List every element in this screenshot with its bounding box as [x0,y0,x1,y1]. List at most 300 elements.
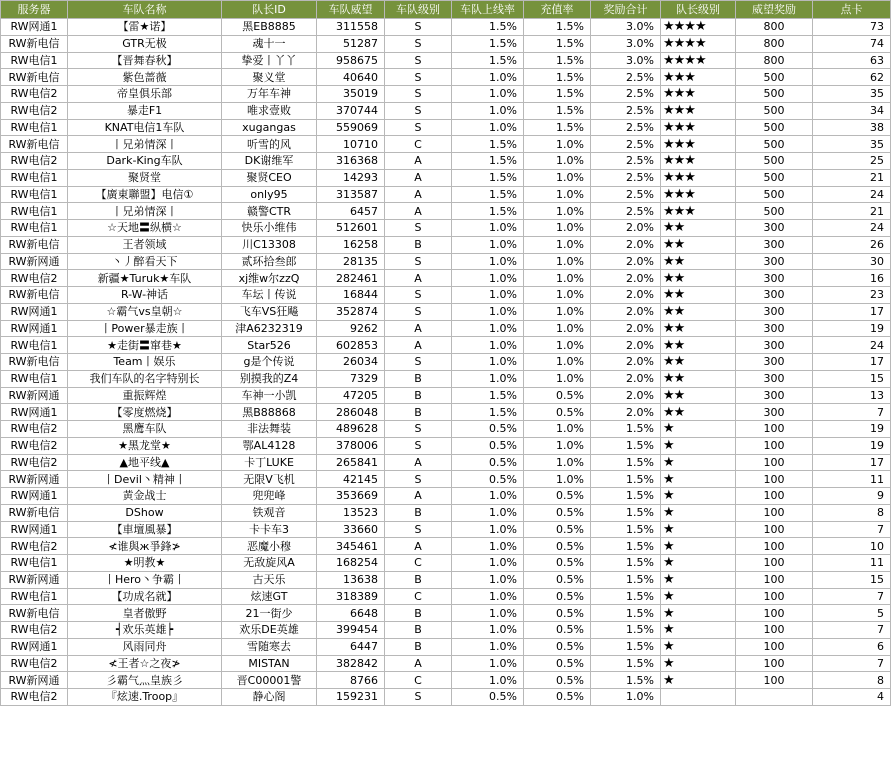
team-name-cell: GTR无极 [68,35,222,52]
online-rate-cell: 1.5% [452,19,524,36]
team-name-cell: ☆霸气vs皇朝☆ [68,303,222,320]
team-name-cell: 丨Devil丶精神丨 [68,471,222,488]
team-name-cell: 【車壇風暴】 [68,521,222,538]
team-name-cell: 丶丿醉看天下 [68,253,222,270]
header-reward-total: 奖励合计 [591,1,661,19]
online-rate-cell: 1.0% [452,236,524,253]
online-rate-cell: 1.0% [452,220,524,237]
team-name-cell: 丨Hero丶争霸丨 [68,571,222,588]
reward-total-cell: 1.5% [591,471,661,488]
point-card-cell: 35 [813,86,891,103]
header-team-name: 车队名称 [68,1,222,19]
captain-level-cell: ★★★ [661,203,736,220]
captain-id-cell: only95 [222,186,317,203]
team-level-cell: A [385,203,452,220]
team-name-cell: ≮王者☆之夜≯ [68,655,222,672]
reward-total-cell: 1.5% [591,504,661,521]
prestige-reward-cell: 300 [736,220,813,237]
point-card-cell: 74 [813,35,891,52]
team-name-cell: ≮谁與ж爭鋒≯ [68,538,222,555]
server-cell: RW新电信 [1,504,68,521]
captain-level-cell: ★ [661,504,736,521]
reward-total-cell: 2.5% [591,69,661,86]
header-captain-level: 队长级别 [661,1,736,19]
online-rate-cell: 1.0% [452,337,524,354]
team-name-cell: 【雷★诺】 [68,19,222,36]
point-card-cell: 19 [813,421,891,438]
captain-id-cell: DK谢维军 [222,153,317,170]
reward-total-cell: 1.5% [591,605,661,622]
team-level-cell: A [385,454,452,471]
captain-id-cell: 挚爱丨丫丫 [222,52,317,69]
team-prestige-cell: 559069 [317,119,385,136]
captain-level-cell: ★ [661,488,736,505]
online-rate-cell: 1.5% [452,153,524,170]
online-rate-cell: 1.0% [452,638,524,655]
team-prestige-cell: 16258 [317,236,385,253]
prestige-reward-cell: 100 [736,421,813,438]
point-card-cell: 17 [813,354,891,371]
point-card-cell: 23 [813,287,891,304]
table-row [1,203,891,220]
team-level-cell: C [385,136,452,153]
table-row [1,622,891,639]
table-row [1,689,891,706]
online-rate-cell: 1.0% [452,253,524,270]
server-cell: RW电信2 [1,454,68,471]
header-team-level: 车队级别 [385,1,452,19]
point-card-cell: 9 [813,488,891,505]
recharge-rate-cell: 1.0% [524,287,591,304]
captain-level-cell: ★★★ [661,86,736,103]
prestige-reward-cell: 100 [736,538,813,555]
reward-total-cell: 2.5% [591,136,661,153]
captain-level-cell: ★★★★ [661,35,736,52]
table-row [1,220,891,237]
captain-id-cell: xugangas [222,119,317,136]
captain-id-cell: 万年车神 [222,86,317,103]
recharge-rate-cell: 0.5% [524,622,591,639]
team-prestige-cell: 10710 [317,136,385,153]
table-row [1,303,891,320]
team-name-cell: 【功成名就】 [68,588,222,605]
table-row [1,471,891,488]
table-row [1,86,891,103]
reward-total-cell: 2.0% [591,270,661,287]
captain-id-cell: 无敌旋风A [222,555,317,572]
captain-id-cell: 川C13308 [222,236,317,253]
table-row [1,52,891,69]
point-card-cell: 11 [813,471,891,488]
recharge-rate-cell: 1.0% [524,253,591,270]
reward-total-cell: 2.0% [591,354,661,371]
team-name-cell: ★黑龙堂★ [68,437,222,454]
prestige-reward-cell: 300 [736,253,813,270]
team-name-cell: ┥欢乐英雄┝ [68,622,222,639]
online-rate-cell: 1.0% [452,622,524,639]
recharge-rate-cell: 1.0% [524,220,591,237]
table-row [1,404,891,421]
recharge-rate-cell: 0.5% [524,672,591,689]
point-card-cell: 19 [813,437,891,454]
online-rate-cell: 1.0% [452,504,524,521]
reward-total-cell: 1.5% [591,588,661,605]
team-level-cell: A [385,655,452,672]
point-card-cell: 7 [813,521,891,538]
recharge-rate-cell: 0.5% [524,655,591,672]
point-card-cell: 24 [813,337,891,354]
recharge-rate-cell: 0.5% [524,605,591,622]
server-cell: RW新电信 [1,69,68,86]
captain-id-cell: 欢乐DE英雄 [222,622,317,639]
team-level-cell: B [385,571,452,588]
point-card-cell: 6 [813,638,891,655]
reward-total-cell: 2.0% [591,303,661,320]
captain-id-cell: 恶魔小穆 [222,538,317,555]
recharge-rate-cell: 1.5% [524,119,591,136]
team-name-cell: Team丨娱乐 [68,354,222,371]
team-prestige-cell: 286048 [317,404,385,421]
team-name-cell: 新疆★Turuk★车队 [68,270,222,287]
captain-level-cell: ★★ [661,337,736,354]
point-card-cell: 26 [813,236,891,253]
team-name-cell: 【零度燃烧】 [68,404,222,421]
captain-level-cell: ★★★ [661,102,736,119]
reward-total-cell: 1.5% [591,454,661,471]
online-rate-cell: 1.0% [452,354,524,371]
server-cell: RW电信1 [1,186,68,203]
table-row [1,35,891,52]
online-rate-cell: 0.5% [452,421,524,438]
captain-level-cell: ★★★ [661,169,736,186]
captain-level-cell [661,689,736,706]
online-rate-cell: 1.5% [452,52,524,69]
point-card-cell: 17 [813,303,891,320]
captain-id-cell: 津A6232319 [222,320,317,337]
online-rate-cell: 1.0% [452,86,524,103]
server-cell: RW新网通 [1,253,68,270]
server-cell: RW新网通 [1,672,68,689]
prestige-reward-cell: 500 [736,119,813,136]
server-cell: RW电信1 [1,555,68,572]
prestige-reward-cell: 500 [736,169,813,186]
team-name-cell: 丨Power暴走族丨 [68,320,222,337]
team-prestige-cell: 6648 [317,605,385,622]
team-prestige-cell: 28135 [317,253,385,270]
team-level-cell: A [385,538,452,555]
captain-id-cell: 快乐小维伟 [222,220,317,237]
table-row [1,504,891,521]
team-level-cell: B [385,370,452,387]
header-server: 服务器 [1,1,68,19]
reward-total-cell: 2.0% [591,320,661,337]
team-level-cell: B [385,605,452,622]
table-row [1,588,891,605]
online-rate-cell: 1.0% [452,320,524,337]
server-cell: RW新电信 [1,136,68,153]
prestige-reward-cell: 500 [736,69,813,86]
captain-level-cell: ★★★ [661,186,736,203]
captain-id-cell: Star526 [222,337,317,354]
recharge-rate-cell: 0.5% [524,404,591,421]
server-cell: RW新网通 [1,471,68,488]
captain-level-cell: ★★ [661,387,736,404]
prestige-reward-cell: 500 [736,203,813,220]
recharge-rate-cell: 1.0% [524,337,591,354]
point-card-cell: 25 [813,153,891,170]
reward-total-cell: 2.0% [591,253,661,270]
captain-id-cell: 别摸我的Z4 [222,370,317,387]
reward-total-cell: 2.5% [591,169,661,186]
team-prestige-cell: 7329 [317,370,385,387]
point-card-cell: 5 [813,605,891,622]
team-level-cell: A [385,169,452,186]
captain-level-cell: ★ [661,437,736,454]
prestige-reward-cell: 100 [736,622,813,639]
team-prestige-cell: 399454 [317,622,385,639]
captain-id-cell: 车坛丨传说 [222,287,317,304]
captain-id-cell: 21一街少 [222,605,317,622]
team-level-cell: A [385,488,452,505]
table-row [1,102,891,119]
header-online-rate: 车队上线率 [452,1,524,19]
team-level-cell: S [385,119,452,136]
team-prestige-cell: 51287 [317,35,385,52]
reward-total-cell: 1.5% [591,555,661,572]
online-rate-cell: 1.5% [452,387,524,404]
online-rate-cell: 1.0% [452,303,524,320]
team-name-cell: DShow [68,504,222,521]
server-cell: RW电信1 [1,337,68,354]
prestige-reward-cell: 300 [736,320,813,337]
server-cell: RW电信1 [1,220,68,237]
captain-id-cell: 聚义堂 [222,69,317,86]
prestige-reward-cell: 300 [736,404,813,421]
prestige-reward-cell: 100 [736,504,813,521]
captain-level-cell: ★★★★ [661,19,736,36]
recharge-rate-cell: 0.5% [524,588,591,605]
team-level-cell: S [385,303,452,320]
team-level-cell: S [385,689,452,706]
captain-id-cell: 铁观音 [222,504,317,521]
prestige-reward-cell: 100 [736,454,813,471]
captain-level-cell: ★★★ [661,69,736,86]
server-cell: RW新电信 [1,236,68,253]
team-prestige-cell: 378006 [317,437,385,454]
online-rate-cell: 1.5% [452,136,524,153]
recharge-rate-cell: 1.5% [524,52,591,69]
captain-level-cell: ★★★ [661,153,736,170]
team-name-cell: ▲地平线▲ [68,454,222,471]
team-name-cell: R-W-神话 [68,287,222,304]
table-row [1,354,891,371]
table-row [1,370,891,387]
captain-id-cell: 聚贤CEO [222,169,317,186]
team-level-cell: S [385,102,452,119]
point-card-cell: 38 [813,119,891,136]
server-cell: RW网通1 [1,320,68,337]
server-cell: RW新电信 [1,35,68,52]
point-card-cell: 7 [813,622,891,639]
team-prestige-cell: 159231 [317,689,385,706]
team-name-cell: 丨兄弟情深丨 [68,203,222,220]
table-row [1,387,891,404]
team-name-cell: ★明教★ [68,555,222,572]
server-cell: RW电信1 [1,119,68,136]
reward-total-cell: 2.5% [591,102,661,119]
point-card-cell: 17 [813,454,891,471]
server-cell: RW电信2 [1,270,68,287]
server-cell: RW电信1 [1,52,68,69]
point-card-cell: 10 [813,538,891,555]
table-row [1,488,891,505]
captain-id-cell: 鄂AL4128 [222,437,317,454]
prestige-reward-cell: 100 [736,437,813,454]
captain-id-cell: 非法舞装 [222,421,317,438]
server-cell: RW电信2 [1,86,68,103]
online-rate-cell: 1.0% [452,270,524,287]
team-prestige-cell: 9262 [317,320,385,337]
server-cell: RW新电信 [1,354,68,371]
team-level-cell: S [385,19,452,36]
point-card-cell: 16 [813,270,891,287]
team-prestige-cell: 14293 [317,169,385,186]
reward-total-cell: 3.0% [591,35,661,52]
server-cell: RW电信2 [1,102,68,119]
team-level-cell: B [385,504,452,521]
online-rate-cell: 1.0% [452,555,524,572]
captain-id-cell: 赣警CTR [222,203,317,220]
prestige-reward-cell: 100 [736,638,813,655]
recharge-rate-cell: 1.0% [524,136,591,153]
team-name-cell: 风雨同舟 [68,638,222,655]
team-name-cell: 皇者傲野 [68,605,222,622]
team-name-cell: ★走街〓窜巷★ [68,337,222,354]
team-prestige-cell: 35019 [317,86,385,103]
captain-id-cell: 卡丁LUKE [222,454,317,471]
table-row [1,270,891,287]
team-name-cell: 我们车队的名字特别长 [68,370,222,387]
captain-id-cell: 贰环拾叁郎 [222,253,317,270]
recharge-rate-cell: 1.0% [524,236,591,253]
online-rate-cell: 1.0% [452,370,524,387]
recharge-rate-cell: 1.0% [524,153,591,170]
reward-total-cell: 1.5% [591,571,661,588]
captain-id-cell: 飞车VS狂飚 [222,303,317,320]
table-row [1,605,891,622]
team-prestige-cell: 47205 [317,387,385,404]
team-level-cell: B [385,622,452,639]
reward-total-cell: 2.0% [591,370,661,387]
table-row [1,454,891,471]
recharge-rate-cell: 1.5% [524,19,591,36]
team-level-cell: S [385,35,452,52]
team-prestige-cell: 13638 [317,571,385,588]
point-card-cell: 19 [813,320,891,337]
server-cell: RW电信2 [1,153,68,170]
prestige-reward-cell: 500 [736,136,813,153]
server-cell: RW新网通 [1,571,68,588]
prestige-reward-cell: 300 [736,387,813,404]
team-level-cell: A [385,186,452,203]
recharge-rate-cell: 1.0% [524,203,591,220]
server-cell: RW网通1 [1,19,68,36]
recharge-rate-cell: 1.5% [524,69,591,86]
reward-total-cell: 1.5% [591,538,661,555]
table-row [1,672,891,689]
point-card-cell: 30 [813,253,891,270]
prestige-reward-cell: 100 [736,571,813,588]
captain-id-cell: 魂十一 [222,35,317,52]
team-level-cell: S [385,437,452,454]
point-card-cell: 7 [813,588,891,605]
prestige-reward-cell: 100 [736,655,813,672]
prestige-reward-cell: 300 [736,337,813,354]
prestige-reward-cell: 100 [736,471,813,488]
team-level-cell: A [385,153,452,170]
recharge-rate-cell: 0.5% [524,521,591,538]
captain-id-cell: 黑EB8885 [222,19,317,36]
captain-level-cell: ★★ [661,287,736,304]
team-level-cell: S [385,253,452,270]
captain-level-cell: ★★ [661,320,736,337]
table-row [1,320,891,337]
prestige-reward-cell: 500 [736,186,813,203]
team-name-cell: 帝皇俱乐部 [68,86,222,103]
online-rate-cell: 0.5% [452,689,524,706]
header-team-prestige: 车队威望 [317,1,385,19]
reward-total-cell: 1.5% [591,521,661,538]
online-rate-cell: 1.0% [452,672,524,689]
prestige-reward-cell: 300 [736,236,813,253]
team-prestige-cell: 6447 [317,638,385,655]
prestige-reward-cell [736,689,813,706]
point-card-cell: 35 [813,136,891,153]
table-row [1,638,891,655]
point-card-cell: 8 [813,504,891,521]
online-rate-cell: 1.0% [452,588,524,605]
team-level-cell: S [385,52,452,69]
recharge-rate-cell: 0.5% [524,488,591,505]
captain-level-cell: ★ [661,672,736,689]
reward-total-cell: 2.0% [591,236,661,253]
prestige-reward-cell: 800 [736,35,813,52]
reward-total-cell: 2.5% [591,186,661,203]
team-level-cell: S [385,220,452,237]
point-card-cell: 15 [813,571,891,588]
team-prestige-cell: 382842 [317,655,385,672]
team-level-cell: A [385,320,452,337]
prestige-reward-cell: 300 [736,303,813,320]
point-card-cell: 13 [813,387,891,404]
recharge-rate-cell: 0.5% [524,555,591,572]
table-row [1,337,891,354]
table-row [1,421,891,438]
team-level-cell: S [385,354,452,371]
recharge-rate-cell: 1.0% [524,370,591,387]
table-row [1,153,891,170]
team-name-cell: 紫色蔷薇 [68,69,222,86]
captain-id-cell: 车神一小凯 [222,387,317,404]
captain-level-cell: ★★ [661,236,736,253]
team-level-cell: S [385,69,452,86]
captain-id-cell: 卡卡车3 [222,521,317,538]
captain-id-cell: 炫速GT [222,588,317,605]
table-row [1,136,891,153]
captain-level-cell: ★ [661,538,736,555]
captain-level-cell: ★ [661,521,736,538]
prestige-reward-cell: 100 [736,555,813,572]
